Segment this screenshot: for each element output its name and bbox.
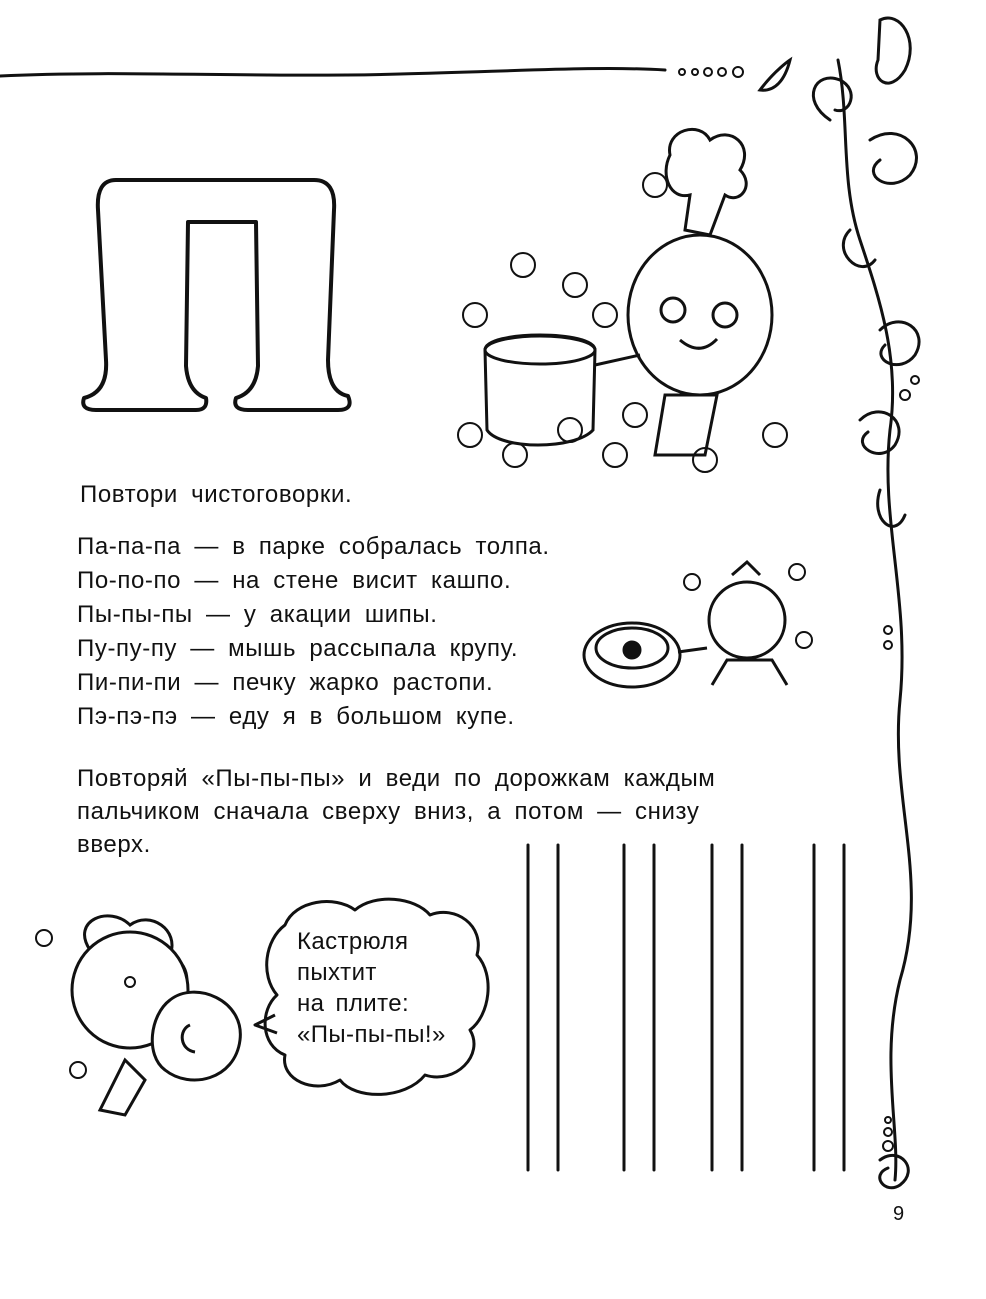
tongue-twister-line: По-по-по — на стене висит кашпо. — [77, 567, 512, 594]
task-line: пальчиком сначала сверху вниз, а потом — снизу — [77, 798, 700, 825]
instruction-text: Повтори чистоговорки. — [80, 481, 353, 508]
tongue-twister-line: Пэ-пэ-пэ — еду я в большом купе. — [77, 703, 515, 730]
tongue-twister-list — [77, 530, 550, 734]
bubble-line: «Пы-пы-пы!» — [297, 1021, 446, 1048]
bubble-line: Кастрюля — [297, 928, 409, 955]
bubble-line: пыхтит — [297, 959, 377, 986]
tongue-twister-line: Пи-пи-пи — печку жарко растопи. — [77, 669, 494, 696]
bubble-line: на плите: — [297, 990, 410, 1017]
girl-with-pan-illustration — [582, 560, 822, 710]
tongue-twister-line: Па-па-па — в парке собралась толпа. — [77, 533, 550, 560]
tracing-paths — [520, 845, 860, 1175]
big-letter-p — [76, 170, 376, 430]
chef-girl-with-pot-illustration — [455, 125, 815, 485]
task-line: вверх. — [77, 831, 151, 858]
task-line: Повторяй «Пы-пы-пы» и веди по дорожкам каждым — [77, 765, 716, 792]
girl-carrying-pot-illustration — [30, 910, 270, 1130]
tongue-twister-line: Пы-пы-пы — у акации шипы. — [77, 601, 438, 628]
tongue-twister-line: Пу-пу-пу — мышь рассыпала крупу. — [77, 635, 519, 662]
page-number: 9 — [893, 1203, 905, 1225]
speech-bubble-text — [297, 926, 446, 1050]
